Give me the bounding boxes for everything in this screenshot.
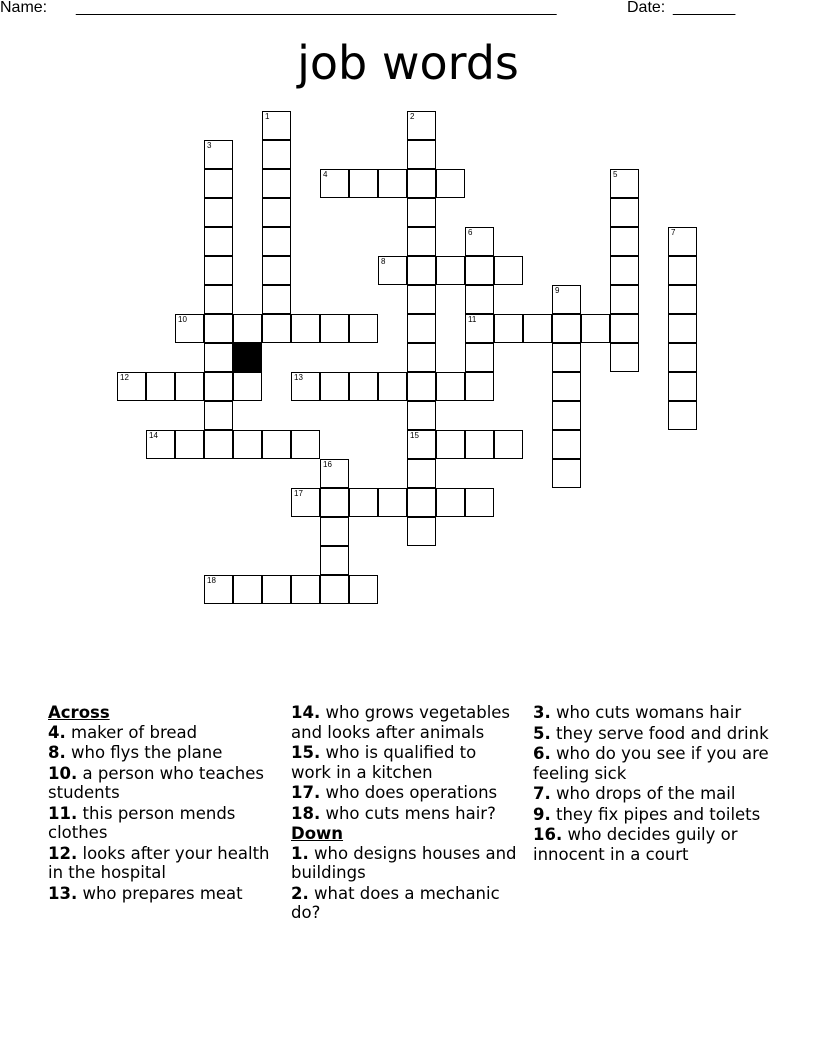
grid-cell[interactable] (146, 430, 175, 459)
grid-cell[interactable] (262, 169, 291, 198)
grid-cell[interactable] (204, 169, 233, 198)
grid-cell[interactable] (407, 401, 436, 430)
clue-number: 11 (468, 315, 477, 324)
page-title: job words (297, 36, 519, 90)
grid-cell[interactable] (407, 227, 436, 256)
grid-cell[interactable] (668, 285, 697, 314)
grid-cell[interactable] (320, 372, 349, 401)
grid-cell[interactable] (262, 198, 291, 227)
grid-cell[interactable] (349, 169, 378, 198)
grid-cell[interactable] (349, 372, 378, 401)
grid-cell[interactable] (349, 314, 378, 343)
clue-down-2: 2. what does a mechanic do? (291, 883, 500, 922)
grid-cell[interactable] (668, 372, 697, 401)
grid-cell[interactable] (204, 314, 233, 343)
grid-cell[interactable] (320, 517, 349, 546)
grid-cell[interactable] (610, 285, 639, 314)
grid-cell[interactable] (610, 169, 639, 198)
grid-cell[interactable] (262, 430, 291, 459)
clue-number: 10 (178, 315, 187, 324)
grid-cell[interactable] (233, 430, 262, 459)
across-heading: Across (48, 703, 110, 722)
grid-cell[interactable] (494, 430, 523, 459)
black-cell (233, 343, 262, 372)
grid-cell[interactable] (494, 314, 523, 343)
clue-down-16: 16. who decides guily or innocent in a court (533, 825, 738, 864)
clue-across-15: 15. who is qualified to work in a kitchen (291, 743, 477, 782)
grid-cell[interactable] (436, 488, 465, 517)
clue-number: 5 (613, 170, 618, 179)
grid-cell[interactable] (407, 343, 436, 372)
clue-across-13: 13. who prepares meat (48, 883, 243, 903)
grid-cell[interactable] (320, 169, 349, 198)
date-field[interactable]: _______ (673, 0, 736, 16)
clues-column-1 (48, 703, 278, 904)
grid-cell[interactable] (465, 227, 494, 256)
grid-cell[interactable] (465, 372, 494, 401)
grid-cell[interactable] (262, 256, 291, 285)
clues-column-2 (291, 703, 521, 924)
grid-cell[interactable] (407, 488, 436, 517)
grid-cell[interactable] (436, 256, 465, 285)
clue-down-5: 5. they serve food and drink (533, 723, 769, 743)
clue-number: 18 (207, 576, 216, 585)
clue-number: 14 (149, 431, 158, 440)
grid-cell[interactable] (523, 314, 552, 343)
date-label: Date: (627, 0, 666, 16)
grid-cell[interactable] (175, 372, 204, 401)
grid-cell[interactable] (291, 372, 320, 401)
grid-cell[interactable] (233, 314, 262, 343)
grid-cell[interactable] (407, 285, 436, 314)
grid-cell[interactable] (262, 227, 291, 256)
clue-number: 4 (323, 170, 328, 179)
clue-across-4: 4. maker of bread (48, 722, 198, 742)
grid-cell[interactable] (552, 401, 581, 430)
grid-cell[interactable] (610, 198, 639, 227)
grid-cell[interactable] (291, 575, 320, 604)
clue-number: 13 (294, 373, 303, 382)
grid-cell[interactable] (378, 256, 407, 285)
clue-number: 9 (555, 286, 560, 295)
grid-cell[interactable] (407, 314, 436, 343)
grid-cell[interactable] (262, 575, 291, 604)
grid-cell[interactable] (204, 256, 233, 285)
clue-number: 16 (323, 460, 332, 469)
grid-cell[interactable] (610, 227, 639, 256)
clue-number: 8 (381, 257, 386, 266)
clue-number: 12 (120, 373, 129, 382)
grid-cell[interactable] (436, 169, 465, 198)
grid-cell[interactable] (668, 256, 697, 285)
grid-cell[interactable] (175, 430, 204, 459)
grid-cell[interactable] (378, 372, 407, 401)
grid-cell[interactable] (349, 575, 378, 604)
grid-cell[interactable] (436, 372, 465, 401)
grid-cell[interactable] (262, 314, 291, 343)
clue-down-1: 1. who designs houses and buildings (291, 843, 517, 882)
grid-cell[interactable] (378, 169, 407, 198)
grid-cell[interactable] (204, 285, 233, 314)
grid-cell[interactable] (117, 372, 146, 401)
grid-cell[interactable] (204, 575, 233, 604)
clue-down-3: 3. who cuts womans hair (533, 703, 742, 722)
grid-cell[interactable] (291, 430, 320, 459)
grid-cell[interactable] (581, 314, 610, 343)
grid-cell[interactable] (204, 198, 233, 227)
grid-cell[interactable] (320, 314, 349, 343)
clue-number: 7 (671, 228, 676, 237)
grid-cell[interactable] (465, 488, 494, 517)
grid-cell[interactable] (320, 575, 349, 604)
clue-down-9: 9. they fix pipes and toilets (533, 804, 761, 824)
clue-across-11: 11. this person mends clothes (48, 803, 236, 842)
clue-number: 3 (207, 141, 212, 150)
grid-cell[interactable] (320, 459, 349, 488)
grid-cell[interactable] (552, 430, 581, 459)
grid-cell[interactable] (233, 372, 262, 401)
name-field[interactable]: ______________________________________________________ (76, 0, 557, 16)
grid-cell[interactable] (233, 575, 262, 604)
grid-cell[interactable] (320, 546, 349, 575)
clue-number: 1 (265, 112, 270, 121)
grid-cell[interactable] (668, 227, 697, 256)
grid-cell[interactable] (407, 111, 436, 140)
grid-cell[interactable] (465, 430, 494, 459)
grid-cell[interactable] (204, 430, 233, 459)
grid-cell[interactable] (204, 140, 233, 169)
grid-cell[interactable] (436, 430, 465, 459)
grid-cell[interactable] (465, 256, 494, 285)
grid-cell[interactable] (407, 169, 436, 198)
grid-cell[interactable] (175, 314, 204, 343)
grid-cell[interactable] (262, 285, 291, 314)
grid-cell[interactable] (262, 111, 291, 140)
grid-cell[interactable] (465, 285, 494, 314)
grid-cell[interactable] (146, 372, 175, 401)
clue-across-14: 14. who grows vegetables and looks after animals (291, 703, 511, 742)
grid-cell[interactable] (291, 314, 320, 343)
grid-cell[interactable] (204, 343, 233, 372)
name-label: Name: (0, 0, 48, 16)
grid-cell[interactable] (552, 343, 581, 372)
clue-number: 2 (410, 112, 415, 121)
clues-column-3 (533, 703, 773, 865)
grid-cell[interactable] (407, 256, 436, 285)
clue-across-17: 17. who does operations (291, 783, 498, 802)
grid-cell[interactable] (407, 140, 436, 169)
grid-cell[interactable] (552, 285, 581, 314)
clue-across-12: 12. looks after your health in the hospital (48, 843, 270, 882)
clue-across-18: 18. who cuts mens hair? (291, 803, 496, 823)
grid-cell[interactable] (668, 343, 697, 372)
grid-cell[interactable] (407, 430, 436, 459)
grid-cell[interactable] (349, 488, 378, 517)
grid-cell[interactable] (204, 227, 233, 256)
clue-number: 6 (468, 228, 473, 237)
grid-cell[interactable] (465, 343, 494, 372)
grid-cell[interactable] (204, 372, 233, 401)
grid-cell[interactable] (610, 256, 639, 285)
clue-number: 15 (410, 431, 419, 440)
grid-cell[interactable] (552, 372, 581, 401)
down-heading: Down (291, 824, 344, 843)
grid-cell[interactable] (407, 372, 436, 401)
grid-cell[interactable] (552, 314, 581, 343)
grid-cell[interactable] (407, 198, 436, 227)
grid-cell[interactable] (668, 314, 697, 343)
grid-cell[interactable] (320, 488, 349, 517)
grid-cell[interactable] (407, 517, 436, 546)
clue-across-8: 8. who flys the plane (48, 743, 223, 762)
clue-down-7: 7. who drops of the mail (533, 784, 736, 803)
clue-down-6: 6. who do you see if you are feeling sick (533, 744, 769, 783)
grid-cell[interactable] (465, 314, 494, 343)
grid-cell[interactable] (552, 459, 581, 488)
grid-cell[interactable] (262, 140, 291, 169)
grid-cell[interactable] (378, 488, 407, 517)
grid-cell[interactable] (291, 488, 320, 517)
grid-cell[interactable] (204, 401, 233, 430)
grid-cell[interactable] (494, 256, 523, 285)
grid-cell[interactable] (610, 343, 639, 372)
grid-cell[interactable] (610, 314, 639, 343)
clue-across-10: 10. a person who teaches students (48, 763, 264, 802)
clue-number: 17 (294, 489, 303, 498)
grid-cell[interactable] (668, 401, 697, 430)
grid-cell[interactable] (407, 459, 436, 488)
